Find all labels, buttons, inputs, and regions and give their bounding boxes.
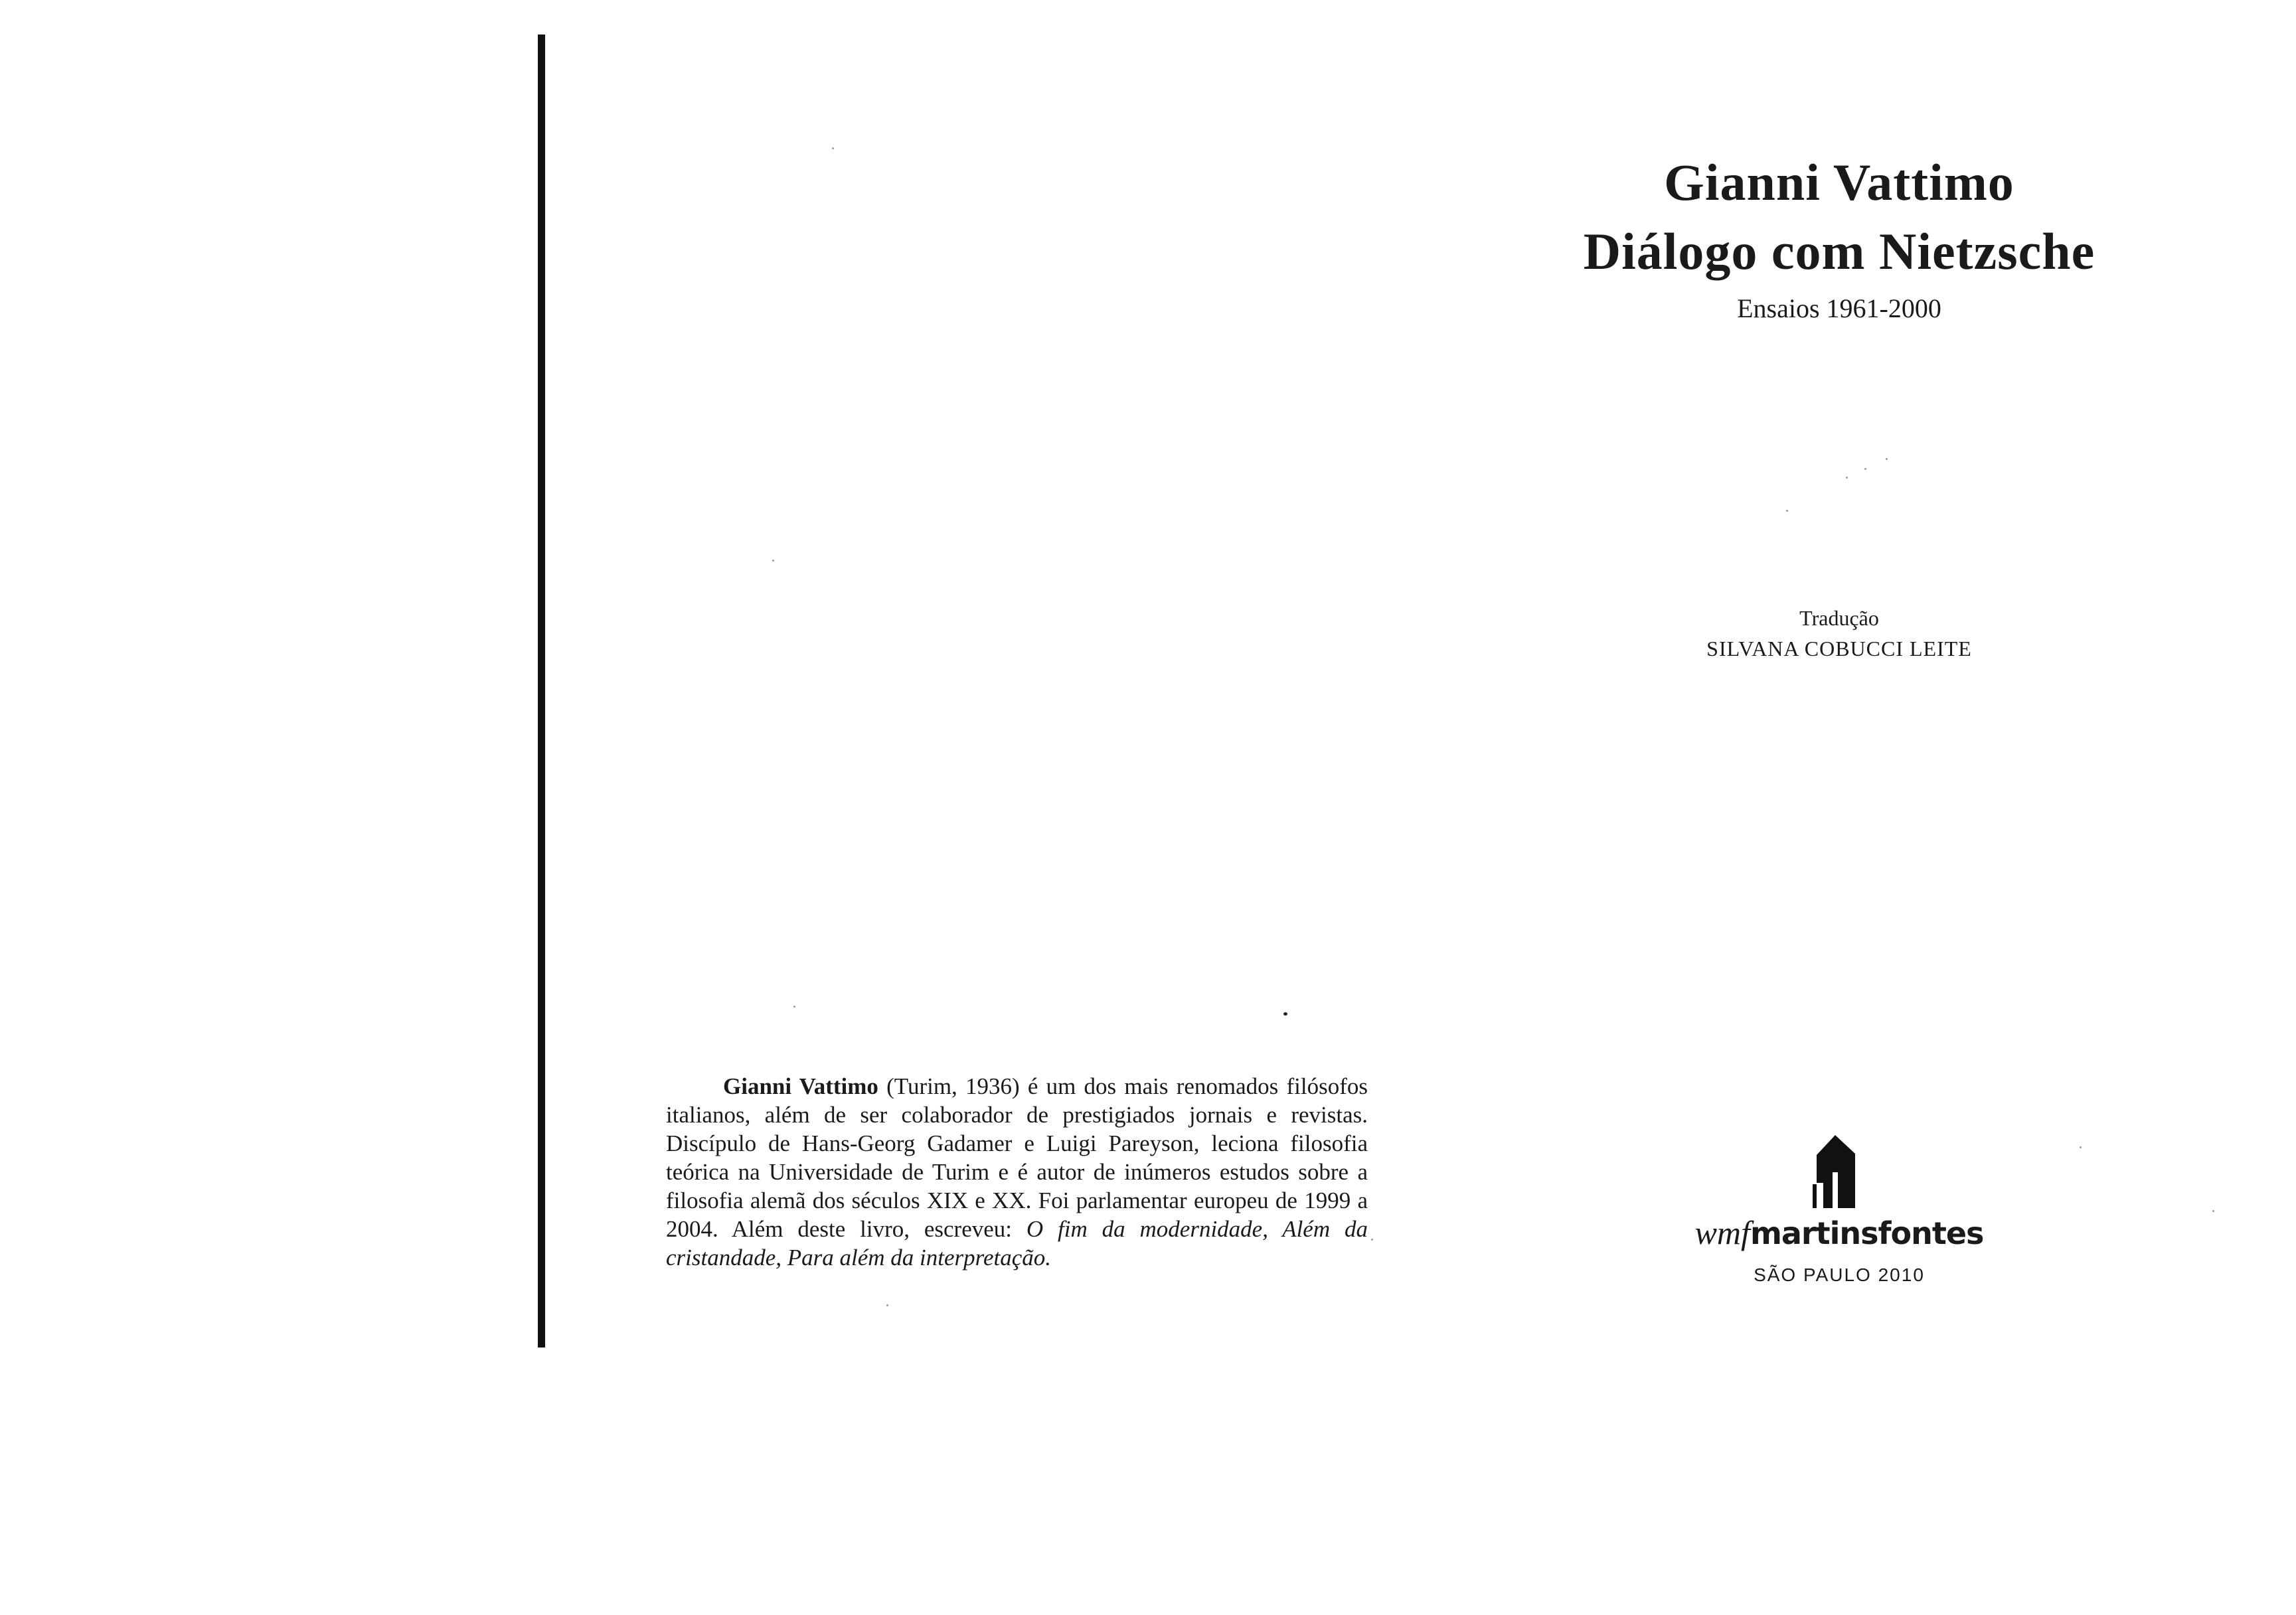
scan-speck: [2080, 1146, 2082, 1148]
scan-speck: [1846, 477, 1848, 479]
scan-speck: [1283, 1012, 1287, 1016]
scan-speck: [1864, 468, 1866, 470]
translation-credit: [1527, 603, 2151, 664]
scan-speck: [793, 1006, 795, 1008]
scan-speck: [1371, 1239, 1373, 1241]
author-bio: [666, 1072, 1368, 1272]
scan-speck: [886, 1304, 888, 1306]
publisher-prefix: wmf: [1694, 1214, 1750, 1251]
bio-author-name: Gianni Vattimo: [723, 1073, 878, 1099]
scan-speck: [832, 147, 834, 149]
scan-speck: [2212, 1210, 2214, 1212]
publisher-wordmark: [1680, 1209, 1999, 1257]
bio-text: (Turim, 1936) é um dos mais renomados filósofos italianos, além de ser colaborador de prestigiados jornais e revistas. Discípulo de Hans-Georg Gadamer e Luigi Pareyson, leciona filosofia teórica na Universidade de Turim e é autor de inúmeros estudos sobre a filosofia alemã dos séculos XIX e XX. Foi parlamentar europeu de 1999 a 2004. Além deste livro, escreveu:: [666, 1073, 1368, 1242]
house-icon: [1813, 1135, 1859, 1208]
scan-speck: [1886, 458, 1888, 460]
translation-label: Tradução: [1799, 606, 1879, 630]
publisher-name: martinsfontes: [1750, 1215, 1984, 1251]
book-subtitle: Ensaios 1961-2000: [1737, 293, 1941, 323]
gutter-bar: [538, 35, 545, 1347]
scan-speck: [772, 560, 774, 562]
scan-speck: [1786, 510, 1788, 512]
bio-works-list: O fim da modernidade, Além da cristandade, Para além da interpretação.: [666, 1216, 1368, 1270]
book-title: Diálogo com Nietzsche: [1583, 222, 2095, 280]
translator-name: SILVANA COBUCCI LEITE: [1706, 637, 1972, 660]
title-block: [1494, 149, 2184, 330]
author-name: Gianni Vattimo: [1664, 153, 2014, 211]
imprint-place-year: SÃO PAULO 2010: [1754, 1265, 1925, 1285]
